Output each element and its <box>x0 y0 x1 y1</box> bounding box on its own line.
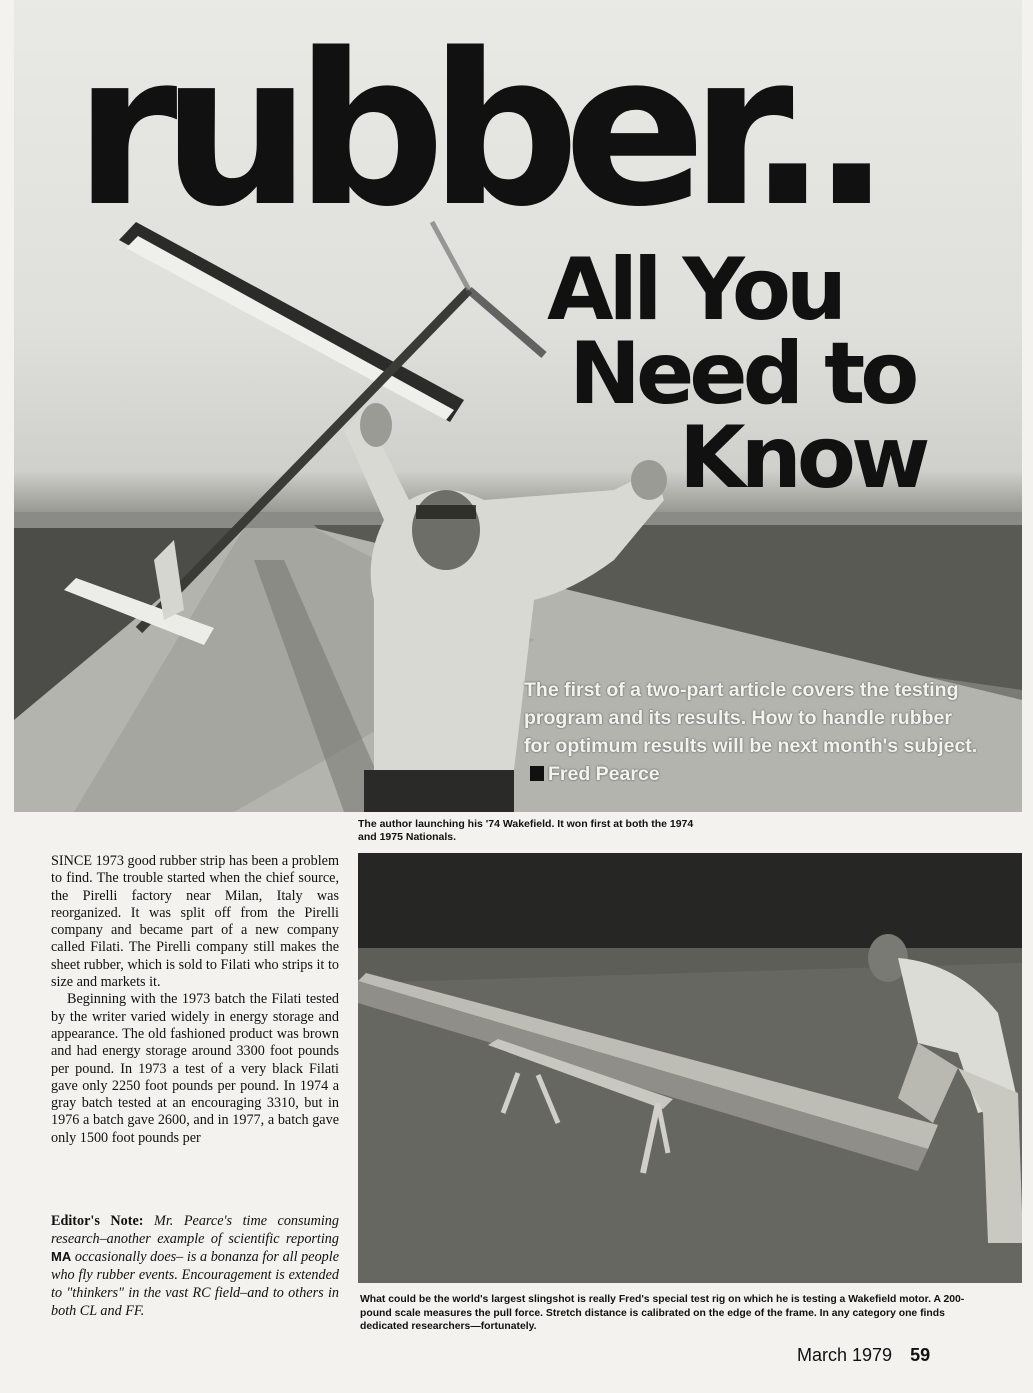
hedge-background <box>358 853 1022 963</box>
subheadline-line-1: All You <box>547 240 843 340</box>
subheadline-line-3: Know <box>679 408 926 508</box>
magazine-abbrev: MA <box>51 1249 72 1264</box>
byline: Fred Pearce <box>548 763 660 785</box>
subheadline-line-2: Need to <box>569 324 915 424</box>
end-square-icon <box>530 766 544 781</box>
page-number: 59 <box>910 1345 931 1365</box>
intro-text: The first of a two-part article covers the testing program and its results. How to handle rubber for optimum results will be next month's subject. <box>524 679 978 757</box>
page-footer <box>797 1345 930 1366</box>
issue-date: March 1979 <box>797 1345 893 1365</box>
hero-photo <box>14 0 1022 812</box>
test-rig-photo <box>358 853 1022 1283</box>
intro-blurb <box>524 676 979 788</box>
test-rig-illustration <box>358 853 1022 1283</box>
body-paragraph: SINCE 1973 good rubber strip has been a problem to find. The trouble started when the chief source, the Pirelli factory near Milan, Italy was reorganized. It was split off from the Pirelli company and became part of a new company called Filati. The Pirelli company still makes the sheet rubber, which is sold to Filati who strips it to size and markets it. <box>51 853 339 991</box>
body-paragraph: Beginning with the 1973 batch the Filati tested by the writer varied widely in energy storage and appearance. The old fashioned product was brown and had energy storage around 3300 foot pounds per pound. In 1973 a test of a very black Filati gave only 2250 foot pounds per pound. In 1974 a gray batch tested at an encouraging 3310, but in 1976 a batch gave 2600, and in 1977, a batch gave only 1500 foot pounds per <box>51 991 339 1146</box>
editors-note-label: Editor's Note: <box>51 1213 144 1229</box>
editors-note-text-2: occasionally does– is a bonanza for all people who fly rubber events. Encouragement is extended to "thinkers" in the vast RC field–and to others in both CL and FF. <box>51 1249 339 1319</box>
test-rig-caption: What could be the world's largest slingshot is really Fred's special test rig on which he is testing a Wakefield motor. A 200-pound scale measures the pull force. Stretch distance is calibrated on the edge of the frame. In any category one finds dedicated researchers—fortunately. <box>360 1294 965 1332</box>
subheadline <box>529 240 969 508</box>
hero-photo-caption: The author launching his '74 Wakefield. It won first at both the 1974 and 1975 Nationals. <box>358 818 694 843</box>
editors-note <box>51 1212 339 1320</box>
headline: rubber.. <box>74 8 876 253</box>
article-body <box>51 853 339 1147</box>
editors-note-text-1: Mr. Pearce's time consuming research–another example of scientific reporting <box>51 1213 339 1247</box>
